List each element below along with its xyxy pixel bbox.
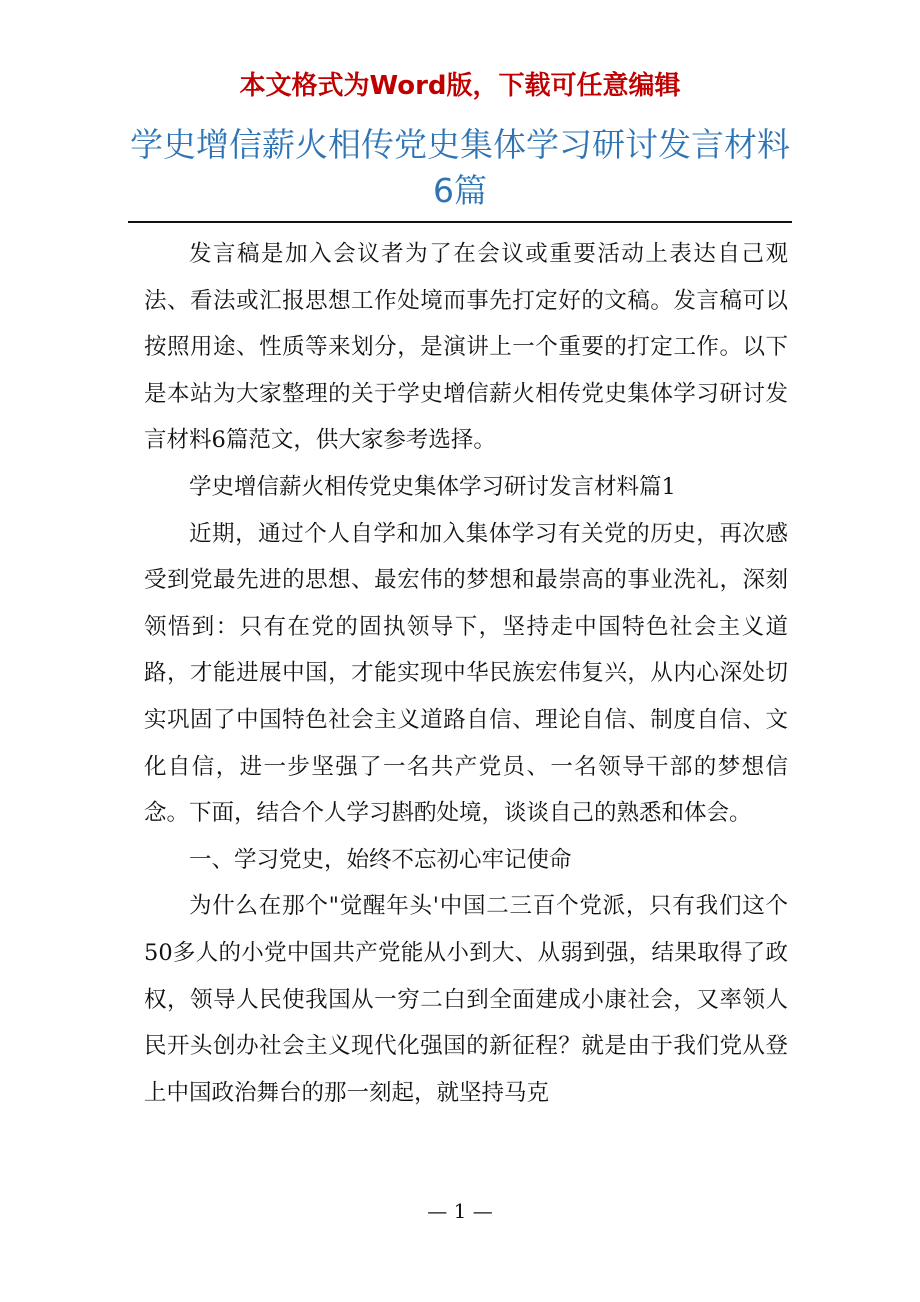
document-body [144,231,788,1116]
section-heading: 学史增信薪火相传党史集体学习研讨发言材料篇1 [189,473,676,500]
subsection-heading: 一、学习党史，始终不忘初心牢记使命 [189,846,572,873]
page-number: — 1 — [427,1199,493,1223]
body-paragraph: 近期，通过个人自学和加入集体学习有关党的历史，再次感受到党最先进的思想、最宏伟的梦想和最崇高的事业洗礼，深刻领悟到：只有在党的固执领导下，坚持走中国特色社会主义道路，才能进展中国，才能实现中华民族宏伟复兴，从内心深处切实巩固了中国特色社会主义道路自信、理论自信、制度自信、文化自信，进一步坚强了一名共产党员、一名领导干部的梦想信念。下面，结合个人学习斟酌处境，谈谈自己的熟悉和体会。 [144,520,788,827]
title-divider [128,221,792,223]
format-notice: 本文格式为Word版，下载可任意编辑 [239,71,681,101]
document-title: 学史增信薪火相传党史集体学习研讨发言材料6篇 [130,125,790,210]
intro-paragraph: 发言稿是加入会议者为了在会议或重要活动上表达自己观法、看法或汇报思想工作处境而事先打定好的文稿。发言稿可以按照用途、性质等来划分，是演讲上一个重要的打定工作。以下是本站为大家整理的关于学史增信薪火相传党史集体学习研讨发言材料6篇范文，供大家参考选择。 [144,241,788,454]
body-paragraph: 为什么在那个"觉醒年头'中国二三百个党派，只有我们这个50多人的小党中国共产党能从小到大、从弱到强，结果取得了政权，领导人民使我国从一穷二白到全面建成小康社会，又率领人民开头创办社会主义现代化强国的新征程？就是由于我们党从登上中国政治舞台的那一刻起，就坚持马克 [144,893,788,1106]
